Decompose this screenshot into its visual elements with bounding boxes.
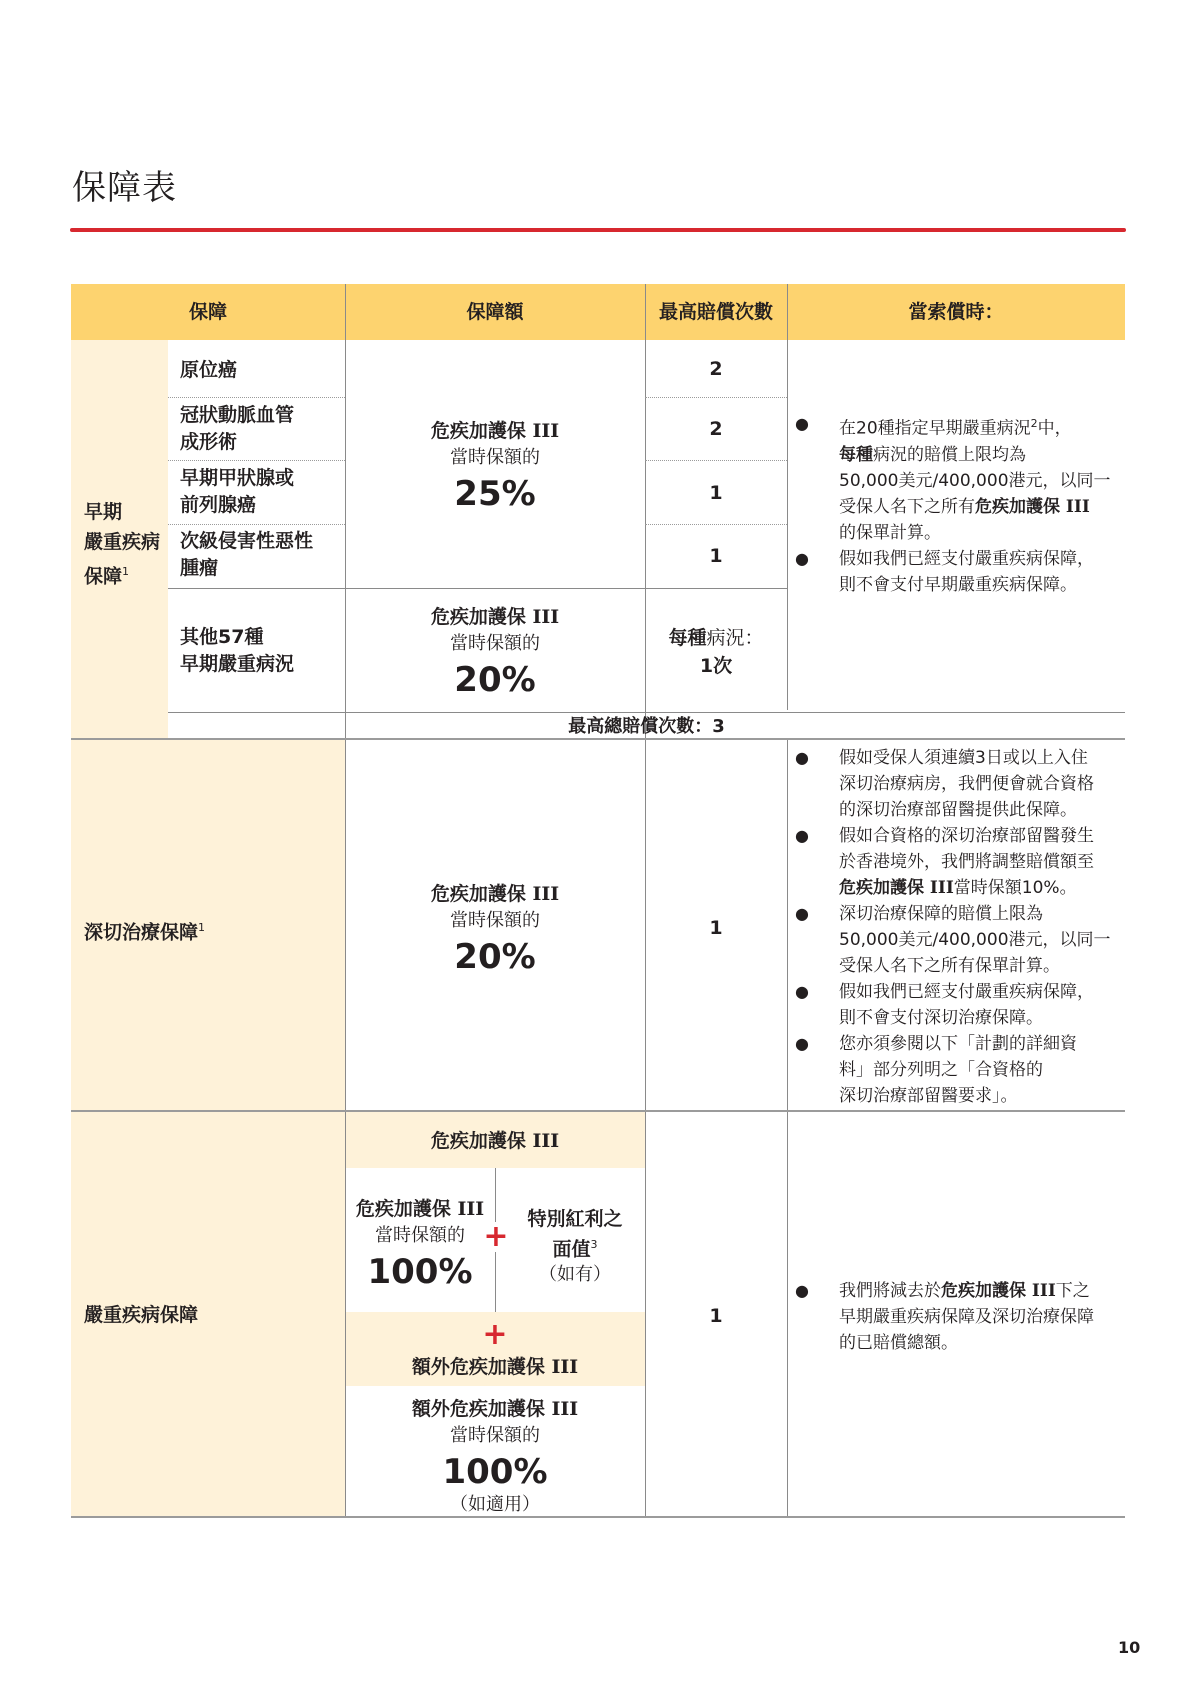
early-amount-20: 危疾加護保 III 當時保額的 20% [430,606,560,700]
header-amount: 保障額 [466,301,524,323]
special-bonus-value: 特別紅利之 面值$^3$ （如有） [527,1208,623,1286]
list-item: ● 您亦須參閱以下「計劃的詳細資 料」部分列明之「合資格的 深切治療部留醫要求」。 [795,1034,1077,1106]
major-label: 嚴重疾病保障 [84,1304,199,1326]
per-condition-label: 病況： [706,627,764,649]
header-when-claim: 當索償時： [908,301,1004,323]
list-item: ● 假如受保人須連續3日或以上入住 深切治療病房，我們便會就合資格 的深切治療部留醫提供此保障。 [795,748,1094,820]
major-box1-title: 危疾加護保 III [430,1130,560,1152]
header-coverage: 保障 [188,301,227,323]
early-amount-25: 危疾加護保 III 當時保額的 25% [430,420,560,514]
claim-count: 每種病況： 1次 [668,627,764,677]
list-item: 早期甲狀腺或 前列腺癌 [180,467,295,516]
claim-count: 2 [709,358,723,380]
early-claim-notes [795,411,1124,598]
list-item: ● 深切治療保障的賠償上限為 50,000美元/400,000港元，以同一 受保人名下之所有保單計算。 [795,904,1111,976]
list-item: 冠狀動脈血管 成形術 [180,404,295,453]
list-item: ● 假如我們已經支付嚴重疾病保障， 則不會支付早期嚴重疾病保障。 [795,548,1094,595]
list-item: ● 假如合資格的深切治療部留醫發生 於香港境外，我們將調整賠償額至 危疾加護保 III當時保額10%。 [795,826,1094,898]
list-item: 原位癌 [180,359,238,381]
early-group-label: 早期 嚴重疾病 保障$^1$ [84,501,161,588]
claim-count: 1 [709,545,723,567]
claim-count: 1 [709,482,723,504]
major-box2-title: 額外危疾加護保 III [411,1356,579,1378]
header-max-claims: 最高賠償次數 [658,301,773,323]
plus-icon: + [483,1219,509,1254]
plus-icon: + [482,1317,508,1352]
list-item: 其他57種 早期嚴重病況 [180,626,295,675]
major-base-amount: 危疾加護保 III 當時保額的 100% [355,1198,485,1292]
list-item: ● 假如我們已經支付嚴重疾病保障， 則不會支付深切治療保障。 [795,982,1094,1028]
total-claims: 最高總賠償次數：3 [568,716,725,737]
list-item: ● 我們將減去於危疾加護保 III下之 早期嚴重疾病保障及深切治療保障 的已賠償總額。 [795,1281,1094,1353]
list-item: 次級侵害性惡性 腫瘤 [180,530,314,579]
icu-claim-notes [795,745,1124,1109]
title-divider [70,228,1126,232]
major-extra-amount: 額外危疾加護保 III 當時保額的 100% （如適用） [411,1398,579,1515]
page-number: 10 [1118,1638,1141,1657]
claim-count: 1 [709,917,723,939]
major-claim-notes [795,1278,1124,1356]
claim-count: 1 [709,1305,723,1327]
page-title: 保障表 [72,168,177,208]
list-item: ● 在20種指定早期嚴重病況$^2$中， 每種病況的賠償上限均為 50,000美元/400,000港元，以同一 受保人名下之所有危疾加護保 III 的保單計算。 [795,414,1111,543]
claim-count: 2 [709,418,723,440]
icu-amount: 危疾加護保 III 當時保額的 20% [430,883,560,977]
icu-label: 深切治療保障$^1$ [84,921,206,944]
